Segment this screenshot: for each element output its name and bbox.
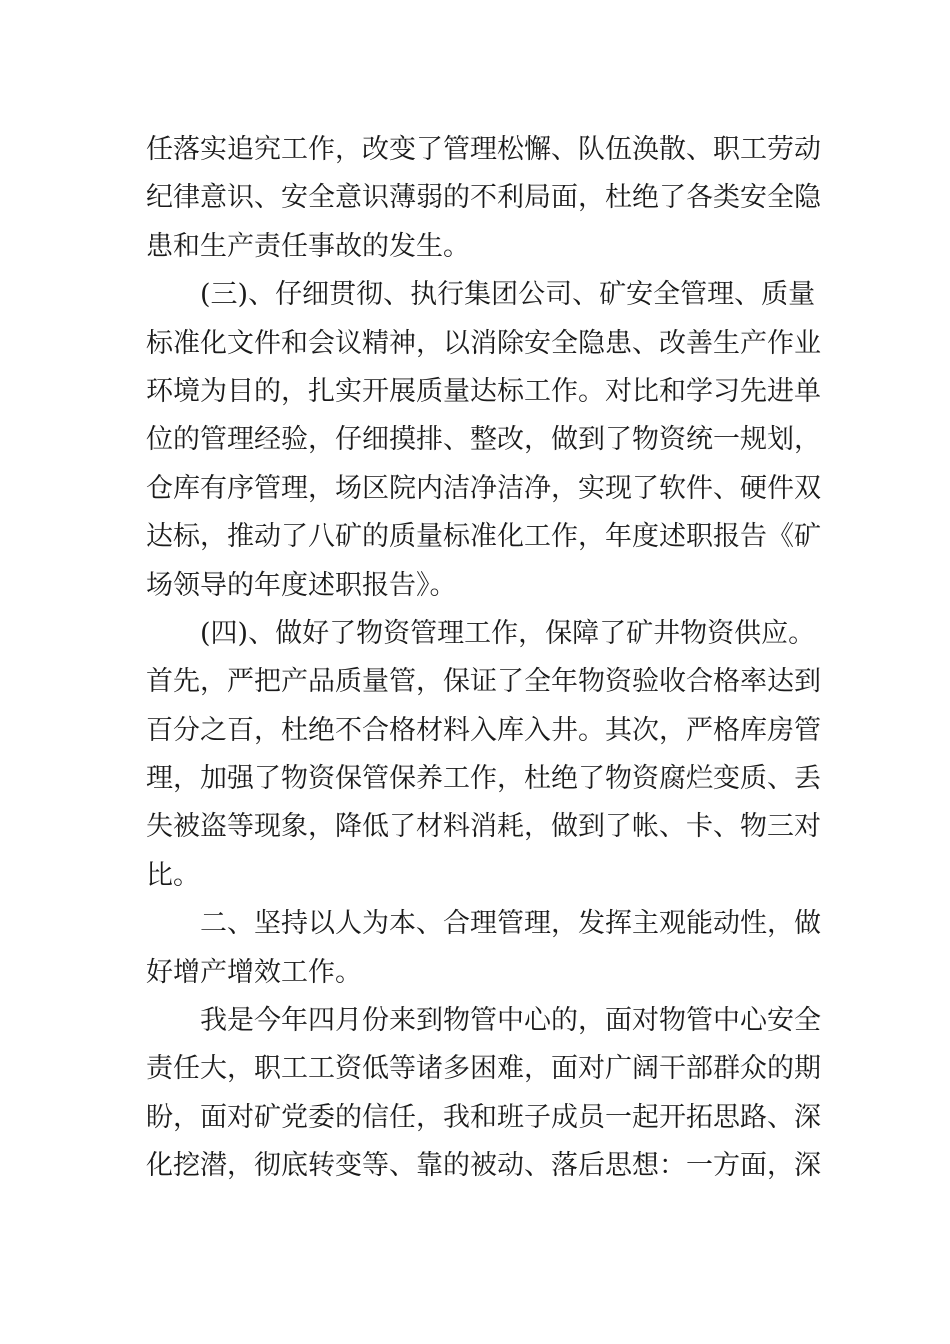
text-line: 盼，面对矿党委的信任，我和班子成员一起开拓思路、深	[146, 1101, 821, 1133]
text-line: 百分之百，杜绝不合格材料入库入井。其次，严格库房管	[146, 714, 821, 746]
text-line: 标准化文件和会议精神，以消除安全隐患、改善生产作业	[146, 327, 821, 359]
section-heading-two: 二、坚持以人为本、合理管理，发挥主观能动性，做	[200, 908, 821, 940]
section-heading-4: (四)、做好了物资管理工作，保障了矿井物资供应。	[200, 617, 816, 649]
text-line: 好增产增效工作。	[146, 956, 362, 988]
text-line: 场领导的年度述职报告》。	[146, 569, 457, 601]
text-line: 任落实追究工作，改变了管理松懈、队伍涣散、职工劳动	[146, 134, 821, 165]
text-line: 化挖潜，彻底转变等、靠的被动、落后思想：一方面，深	[146, 1150, 821, 1182]
text-line: 比。	[146, 859, 200, 891]
text-line: 责任大，职工工资低等诸多困难，面对广阔干部群众的期	[146, 1053, 821, 1085]
text-line: 仓库有序管理，场区院内洁净洁净，实现了软件、硬件双	[146, 472, 821, 504]
text-line: 失被盗等现象，降低了材料消耗，做到了帐、卡、物三对	[146, 811, 821, 843]
text-line: 首先，严把产品质量管，保证了全年物资验收合格率达到	[146, 666, 821, 698]
text-line: 达标，推动了八矿的质量标准化工作，年度述职报告《矿	[146, 521, 821, 553]
text-line: 纪律意识、安全意识薄弱的不利局面，杜绝了各类安全隐	[146, 182, 821, 214]
paragraph-start: 我是今年四月份来到物管中心的，面对物管中心安全	[200, 1005, 821, 1037]
body-text	[146, 126, 821, 1191]
section-heading-3: (三)、仔细贯彻、执行集团公司、矿安全管理、质量	[200, 279, 816, 311]
text-line: 环境为目的，扎实开展质量达标工作。对比和学习先进单	[146, 375, 821, 407]
text-line: 理，加强了物资保管保养工作，杜绝了物资腐烂变质、丢	[146, 763, 821, 795]
text-line: 位的管理经验，仔细摸排、整改，做到了物资统一规划，	[146, 424, 821, 456]
text-line: 患和生产责任事故的发生。	[146, 230, 470, 262]
